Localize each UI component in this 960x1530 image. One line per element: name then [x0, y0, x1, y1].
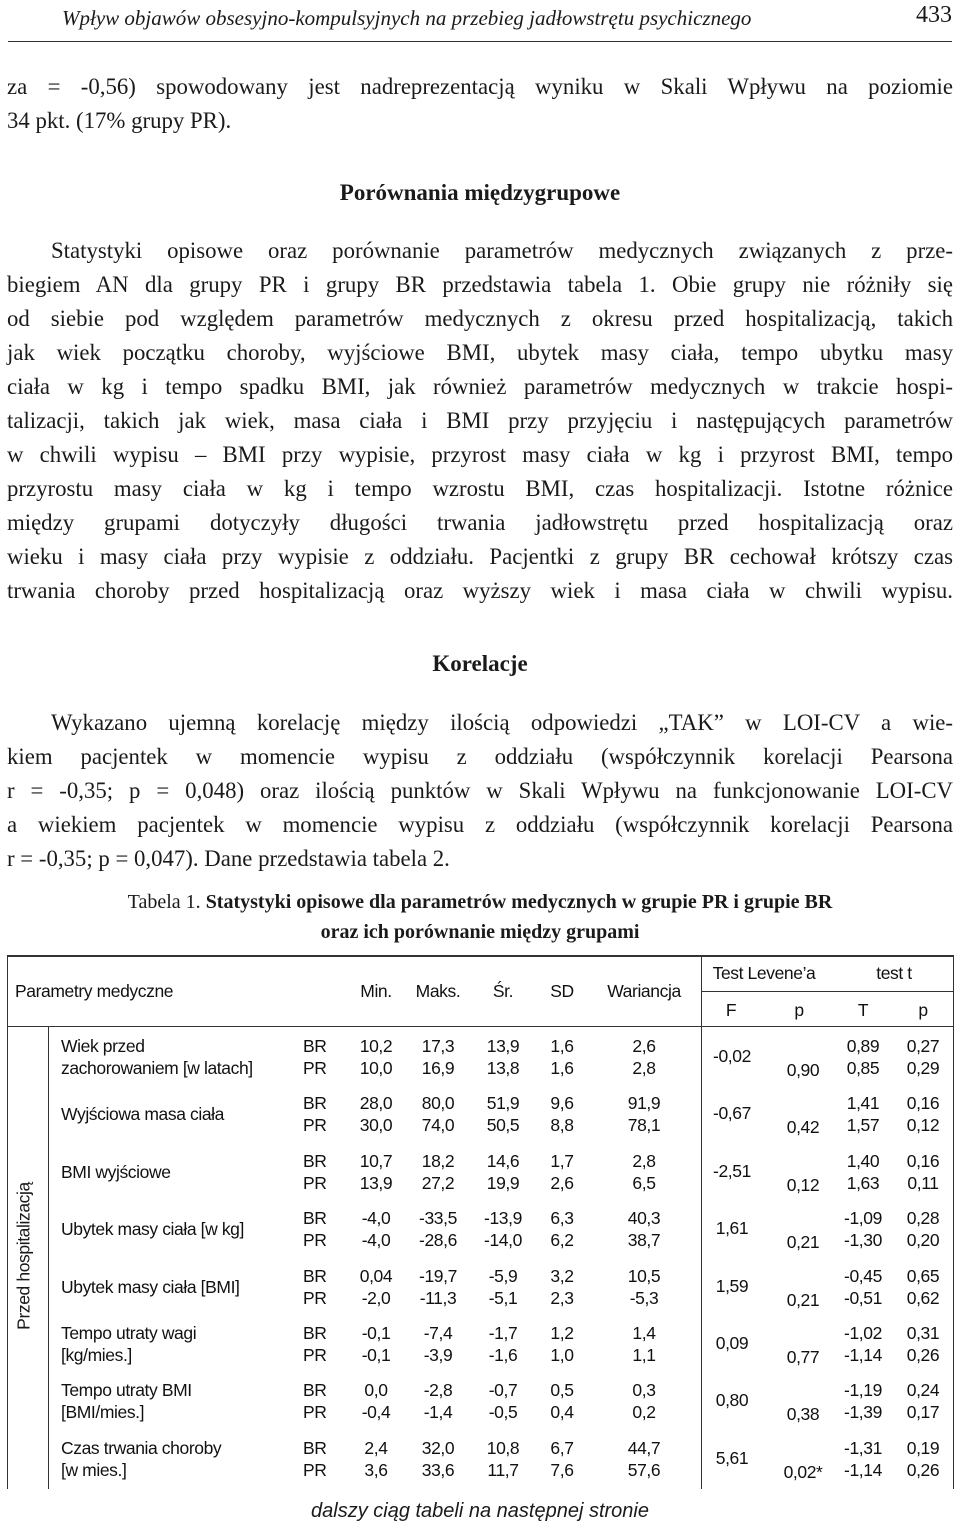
cell-min: 0,04: [359, 1265, 393, 1286]
cell-var: 0,2: [632, 1402, 656, 1423]
table-caption-label: Tabela 1.: [127, 891, 201, 913]
header-param: Parametry medyczne: [15, 981, 174, 1001]
cell-min: -4,0: [361, 1208, 391, 1229]
header-T: T: [857, 1000, 869, 1020]
cell-pT: 0,65: [906, 1265, 940, 1286]
cell-pT: 0,11: [907, 1172, 939, 1193]
cell-pT: 0,26: [906, 1459, 940, 1480]
cell-pT: 0,19: [906, 1437, 940, 1458]
group-code: PR: [303, 1287, 327, 1308]
cell-max: 17,3: [421, 1036, 455, 1056]
cell-min: -4,0: [361, 1230, 391, 1251]
cell-sd: 0,5: [550, 1380, 574, 1401]
cell-max: -19,7: [419, 1265, 457, 1286]
table-levene-divider: [701, 955, 702, 1489]
param-name: Wyjściowa masa ciała: [61, 1104, 225, 1125]
cell-var: 2,8: [632, 1058, 656, 1078]
header-variance: Wariancja: [607, 981, 681, 1001]
cell-T: -0,45: [844, 1265, 882, 1286]
cell-T: -1,14: [844, 1459, 882, 1480]
cell-min: 30,0: [359, 1115, 393, 1136]
cell-sd: 9,6: [550, 1093, 574, 1114]
param-name: Czas trwania choroby: [61, 1437, 222, 1458]
cell-mean: -1,7: [488, 1323, 518, 1343]
group-code: PR: [303, 1058, 327, 1078]
cell-var: 38,7: [627, 1230, 661, 1251]
cell-p-levene: 0,12: [786, 1174, 820, 1195]
cell-sd: 1,7: [550, 1150, 574, 1171]
table-caption-line1: [0, 887, 960, 917]
cell-max: 32,0: [421, 1437, 455, 1458]
cell-var: -5,3: [629, 1287, 659, 1308]
cell-var: 2,8: [632, 1150, 656, 1171]
cell-p-levene: 0,42: [786, 1117, 820, 1138]
group-code: PR: [303, 1115, 327, 1136]
cell-mean: -14,0: [484, 1230, 522, 1251]
cell-max: -3,9: [423, 1345, 453, 1365]
page-number: 433: [916, 2, 952, 28]
cell-F: 5,61: [715, 1447, 749, 1468]
cell-pT: 0,20: [906, 1230, 940, 1251]
cell-min: 28,0: [359, 1093, 393, 1114]
cell-pT: 0,16: [906, 1093, 940, 1114]
param-name: Wiek przed: [61, 1036, 145, 1056]
text-line: wieku i masy ciała przy wypisie z oddziału. Pacjentki z grupy BR cechował krótszy czas: [7, 544, 953, 569]
cell-T: -1,19: [844, 1380, 882, 1401]
cell-mean: 50,5: [486, 1115, 520, 1136]
cell-var: 2,6: [632, 1036, 656, 1056]
cell-T: 0,85: [846, 1058, 880, 1078]
cell-mean: 13,8: [486, 1058, 520, 1078]
cell-T: -1,31: [844, 1437, 882, 1458]
cell-var: 0,3: [632, 1380, 656, 1401]
text-line: r = -0,35; p = 0,047). Dane przedstawia tabela 2.: [7, 846, 450, 871]
text-line: w chwili wypisu – BMI przy wypisie, przyrost masy ciała w kg i przyrost BMI, tempo: [7, 442, 953, 467]
cell-T: -1,09: [844, 1208, 882, 1229]
cell-var: 44,7: [627, 1437, 661, 1458]
continuation-note: dalszy ciąg tabeli na następnej stronie: [311, 1500, 649, 1522]
table-left-border: [7, 955, 8, 1489]
cell-min: -0,1: [361, 1323, 391, 1343]
group-code: BR: [303, 1265, 327, 1286]
param-name-cont: [w mies.]: [61, 1459, 127, 1480]
cell-p-levene: 0,90: [786, 1060, 820, 1080]
param-name: BMI wyjściowe: [61, 1161, 171, 1182]
cell-pT: 0,26: [906, 1345, 940, 1365]
cell-sd: 2,6: [550, 1172, 574, 1193]
group-code: PR: [303, 1459, 327, 1480]
group-code: BR: [303, 1380, 327, 1401]
cell-var: 6,5: [632, 1172, 656, 1193]
param-name-cont: zachorowaniem [w latach]: [61, 1058, 253, 1078]
intro-paragraph: [7, 70, 953, 138]
cell-var: 91,9: [627, 1093, 661, 1114]
group-code: BR: [303, 1093, 327, 1114]
cell-max: -33,5: [419, 1208, 457, 1229]
cell-pT: 0,27: [906, 1036, 940, 1056]
table-top-rule: [7, 955, 954, 957]
cell-min: 10,0: [359, 1058, 393, 1078]
text-line: Wykazano ujemną korelację między ilością odpowiedzi „TAK” w LOI-CV a wie-: [51, 710, 953, 735]
cell-mean: 10,8: [486, 1437, 520, 1458]
cell-F: -2,51: [713, 1160, 751, 1181]
group-code: BR: [303, 1323, 327, 1343]
cell-p-levene: 0,02*: [783, 1461, 823, 1482]
cell-max: 74,0: [421, 1115, 455, 1136]
text-line: Statystyki opisowe oraz porównanie parametrów medycznych związanych z prze-: [51, 238, 953, 263]
cell-mean: 13,9: [486, 1036, 520, 1056]
statistics-table: [7, 955, 954, 1489]
cell-T: -1,14: [844, 1345, 882, 1365]
group-code: PR: [303, 1345, 327, 1365]
cell-pT: 0,28: [906, 1208, 940, 1229]
cell-mean: 11,7: [487, 1459, 519, 1480]
cell-mean: -13,9: [484, 1208, 522, 1229]
correlations-paragraph: [7, 706, 953, 876]
param-name: Tempo utraty BMI: [61, 1380, 192, 1401]
text-line: talizacji, takich jak wiek, masa ciała i BMI przy przyjęciu i następujących parametrów: [7, 408, 953, 433]
cell-min: 10,7: [359, 1150, 393, 1171]
comparisons-paragraph: [7, 234, 953, 608]
text-line: między grupami dotyczyły długości trwania jadłowstrętu przed hospitalizacją oraz: [7, 510, 953, 535]
cell-max: -1,4: [423, 1402, 453, 1423]
cell-min: 10,2: [359, 1036, 393, 1056]
cell-var: 1,4: [632, 1323, 656, 1343]
cell-min: -2,0: [361, 1287, 391, 1308]
table-caption-title-line2: oraz ich porównanie między grupami: [320, 921, 640, 943]
cell-var: 57,6: [627, 1459, 661, 1480]
text-line: kiem pacjentek w momencie wypisu z oddziału (współczynnik korelacji Pearsona: [7, 744, 953, 769]
cell-mean: 19,9: [486, 1172, 520, 1193]
header-p-levene: p: [794, 1000, 804, 1020]
cell-min: -0,1: [361, 1345, 391, 1365]
cell-var: 10,5: [627, 1265, 661, 1286]
cell-max: 27,2: [421, 1172, 455, 1193]
cell-mean: -5,1: [488, 1287, 518, 1308]
cell-max: 80,0: [421, 1093, 455, 1114]
table-group-divider: [48, 1026, 49, 1489]
running-head: [8, 2, 952, 42]
cell-p-levene: 0,21: [786, 1232, 820, 1253]
header-min: Min.: [360, 981, 392, 1001]
group-code: PR: [303, 1402, 327, 1423]
cell-p-levene: 0,21: [786, 1289, 820, 1310]
cell-pT: 0,16: [906, 1150, 940, 1171]
group-code: PR: [303, 1172, 327, 1193]
cell-mean: 14,6: [486, 1150, 520, 1171]
cell-mean: 51,9: [486, 1093, 520, 1114]
cell-pT: 0,62: [906, 1287, 940, 1308]
group-code: BR: [303, 1437, 327, 1458]
cell-T: -1,30: [844, 1230, 882, 1251]
cell-sd: 8,8: [550, 1115, 574, 1136]
param-name: Ubytek masy ciała [BMI]: [61, 1276, 240, 1297]
cell-sd: 1,6: [550, 1036, 574, 1056]
cell-pT: 0,12: [906, 1115, 940, 1136]
cell-p-levene: 0,38: [786, 1404, 820, 1425]
cell-min: 2,4: [364, 1437, 388, 1458]
header-p-ttest: p: [918, 1000, 928, 1020]
table-right-border: [953, 955, 954, 1489]
cell-F: -0,67: [713, 1103, 751, 1124]
cell-max: 16,9: [421, 1058, 455, 1078]
cell-mean: -0,7: [488, 1380, 518, 1401]
cell-pT: 0,17: [906, 1402, 940, 1423]
cell-sd: 1,0: [550, 1345, 574, 1365]
cell-sd: 6,7: [550, 1437, 574, 1458]
header-F: F: [725, 1000, 737, 1020]
text-line: trwania choroby przed hospitalizacją oraz wyższy wiek i masa ciała w chwili wypisu.: [7, 578, 953, 603]
cell-F: 1,61: [715, 1218, 749, 1239]
text-line: a wiekiem pacjentek w momencie wypisu z oddziału (współczynnik korelacji Pearsona: [7, 812, 953, 837]
cell-F: 0,80: [715, 1390, 749, 1411]
table-caption: [0, 887, 960, 947]
param-name: Tempo utraty wagi: [61, 1323, 197, 1343]
cell-max: -7,4: [423, 1323, 453, 1343]
text-line: przyrostu masy ciała w kg i tempo wzrostu BMI, czas hospitalizacji. Istotne różnice: [7, 476, 953, 501]
cell-F: 0,09: [715, 1333, 749, 1353]
param-name-cont: [kg/mies.]: [61, 1345, 132, 1365]
cell-p-levene: 0,77: [786, 1347, 820, 1367]
cell-T: -1,39: [844, 1402, 882, 1423]
cell-var: 78,1: [627, 1115, 661, 1136]
text-line: jak wiek początku choroby, wyjściowe BMI, ubytek masy ciała, tempo ubytku masy: [7, 340, 953, 365]
cell-min: -0,4: [361, 1402, 391, 1423]
table-caption-title: Statystyki opisowe dla parametrów medycznych w grupie PR i grupie BR: [205, 891, 833, 913]
cell-sd: 6,3: [550, 1208, 574, 1229]
section-heading-correlations: Korelacje: [432, 651, 528, 676]
header-levene: Test Levene’a: [712, 963, 816, 983]
header-sd: SD: [550, 981, 574, 1001]
cell-mean: -5,9: [488, 1265, 518, 1286]
cell-pT: 0,24: [906, 1380, 940, 1401]
cell-T: -0,51: [844, 1287, 882, 1308]
cell-var: 1,1: [632, 1345, 656, 1365]
param-name: Ubytek masy ciała [w kg]: [61, 1219, 244, 1240]
cell-min: 3,6: [364, 1459, 388, 1480]
cell-sd: 0,4: [550, 1402, 574, 1423]
group-code: BR: [303, 1036, 327, 1056]
cell-mean: -1,6: [488, 1345, 518, 1365]
cell-sd: 2,3: [550, 1287, 574, 1308]
text-line: ciała w kg i tempo spadku BMI, jak również parametrów medycznych w trakcie hospi-: [7, 374, 953, 399]
text-line: biegiem AN dla grupy PR i grupy BR przedstawia tabela 1. Obie grupy nie różniły się: [7, 272, 953, 297]
cell-sd: 3,2: [550, 1265, 574, 1286]
cell-min: 13,9: [359, 1172, 393, 1193]
param-name-cont: [BMI/mies.]: [61, 1402, 145, 1423]
group-label-before-hospitalization: Przed hospitalizacją: [13, 1182, 34, 1330]
header-ttest: test t: [876, 963, 912, 983]
text-line: r = -0,35; p = 0,048) oraz ilością punktów w Skali Wpływu na funkcjonowanie LOI-CV: [7, 778, 953, 803]
cell-max: 18,2: [421, 1150, 455, 1171]
text-line: za = -0,56) spowodowany jest nadreprezentacją wyniku w Skali Wpływu na poziomie: [7, 74, 953, 99]
cell-T: 1,57: [846, 1115, 880, 1136]
cell-mean: -0,5: [488, 1402, 518, 1423]
section-heading-comparisons: Porównania międzygrupowe: [339, 180, 621, 205]
cell-var: 40,3: [627, 1208, 661, 1229]
header-max: Maks.: [415, 981, 461, 1001]
cell-F: 1,59: [715, 1275, 749, 1296]
cell-T: 1,40: [846, 1150, 880, 1171]
table-header-rule: [7, 1026, 954, 1027]
group-code: BR: [303, 1150, 327, 1171]
cell-T: -1,02: [844, 1323, 882, 1343]
cell-sd: 1,2: [550, 1323, 574, 1343]
cell-max: -28,6: [419, 1230, 457, 1251]
cell-pT: 0,29: [906, 1058, 940, 1078]
cell-T: 0,89: [846, 1036, 880, 1056]
group-code: BR: [303, 1208, 327, 1229]
cell-min: 0,0: [364, 1380, 388, 1401]
running-head-title: Wpływ objawów obsesyjno-kompulsyjnych na przebieg jadłowstrętu psychicznego: [62, 6, 752, 30]
header-mean: Śr.: [492, 981, 514, 1001]
group-code: PR: [303, 1230, 327, 1251]
text-line: od siebie pod względem parametrów medycznych z okresu przed hospitalizacją, takich: [7, 306, 953, 331]
cell-sd: 7,6: [550, 1459, 574, 1480]
text-line: 34 pkt. (17% grupy PR).: [7, 108, 232, 133]
cell-T: 1,41: [846, 1093, 880, 1114]
cell-max: -11,3: [419, 1287, 457, 1308]
cell-pT: 0,31: [906, 1323, 940, 1343]
cell-F: -0,02: [713, 1046, 751, 1066]
cell-sd: 6,2: [550, 1230, 574, 1251]
cell-T: 1,63: [846, 1172, 880, 1193]
table-subheader-rule: [701, 991, 954, 992]
cell-max: -2,8: [423, 1380, 453, 1401]
cell-sd: 1,6: [550, 1058, 574, 1078]
cell-max: 33,6: [421, 1459, 455, 1480]
